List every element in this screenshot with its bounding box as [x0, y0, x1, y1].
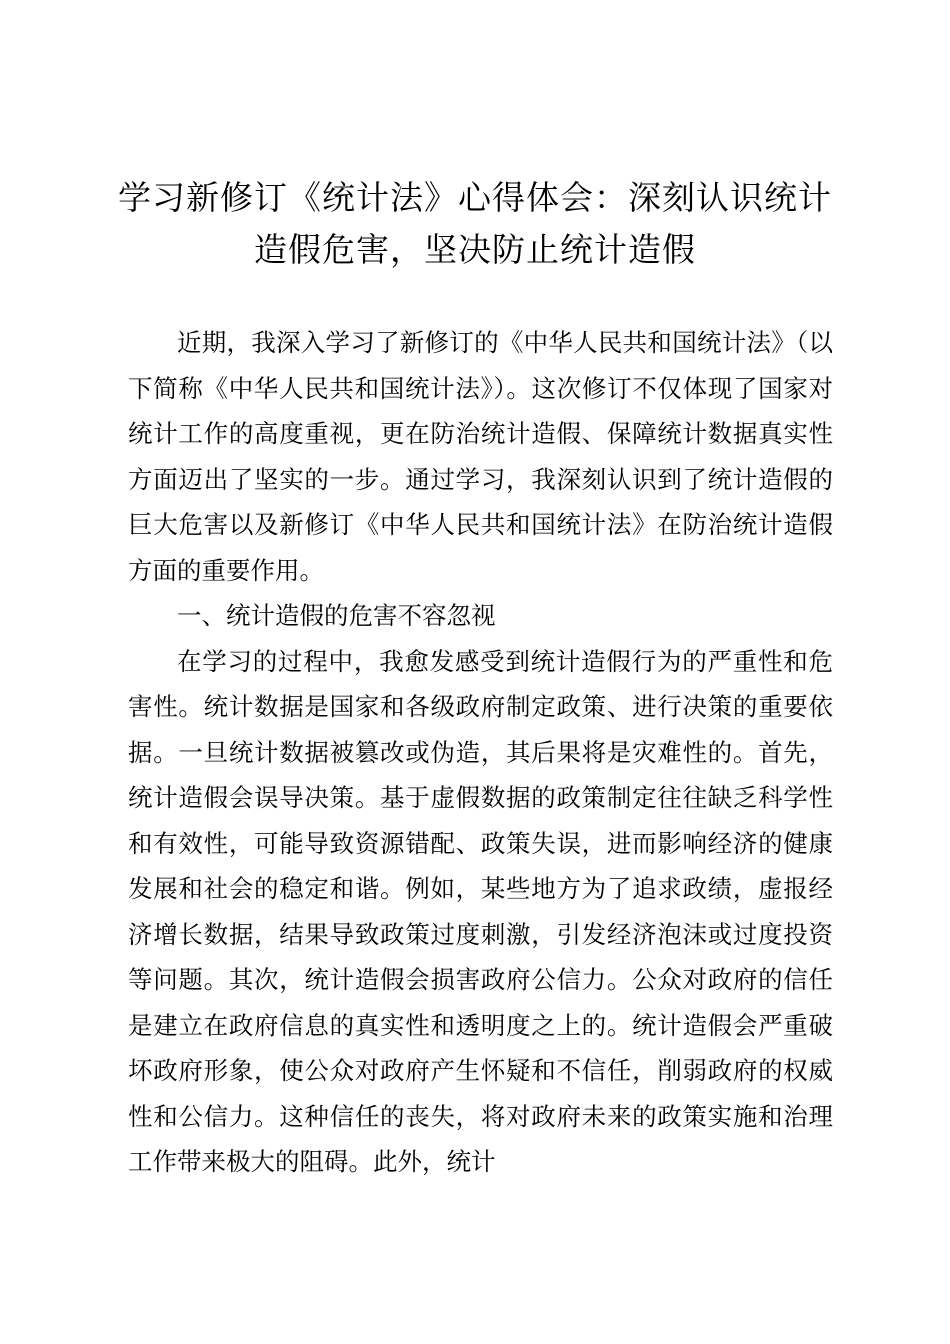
paragraph-harm: 在学习的过程中，我愈发感受到统计造假行为的严重性和危害性。统计数据是国家和各级政府制定政策、进行决策的重要依据。一旦统计数据被篡改或伪造，其后果将是灾难性的。首先，统计造假会误导决策。基于虚假数据的政策制定往往缺乏科学性和有效性，可能导致资源错配、政策失误，进而影响经济的健康发展和社会的稳定和谐。例如，某些地方为了追求政绩，虚报经济增长数据，结果导致政策过度刺激，引发经济泡沫或过度投资等问题。其次，统计造假会损害政府公信力。公众对政府的信任是建立在政府信息的真实性和透明度之上的。统计造假会严重破坏政府形象，使公众对政府产生怀疑和不信任，削弱政府的权威性和公信力。这种信任的丧失，将对政府未来的政策实施和治理工作带来极大的阻碍。此外，统计: [128, 646, 833, 1176]
document-title: 学习新修订《统计法》心得体会：深刻认识统计造假危害，坚决防止统计造假: [118, 178, 832, 269]
document-body: [128, 320, 833, 1185]
paragraph-intro: 近期，我深入学习了新修订的《中华人民共和国统计法》（以下简称《中华人民共和国统计法》）。这次修订不仅体现了国家对统计工作的高度重视，更在防治统计造假、保障统计数据真实性方面迈出了坚实的一步。通过学习，我深刻认识到了统计造假的巨大危害以及新修订《中华人民共和国统计法》在防治统计造假方面的重要作用。: [128, 328, 833, 585]
section-heading: 一、统计造假的危害不容忽视: [177, 601, 496, 630]
